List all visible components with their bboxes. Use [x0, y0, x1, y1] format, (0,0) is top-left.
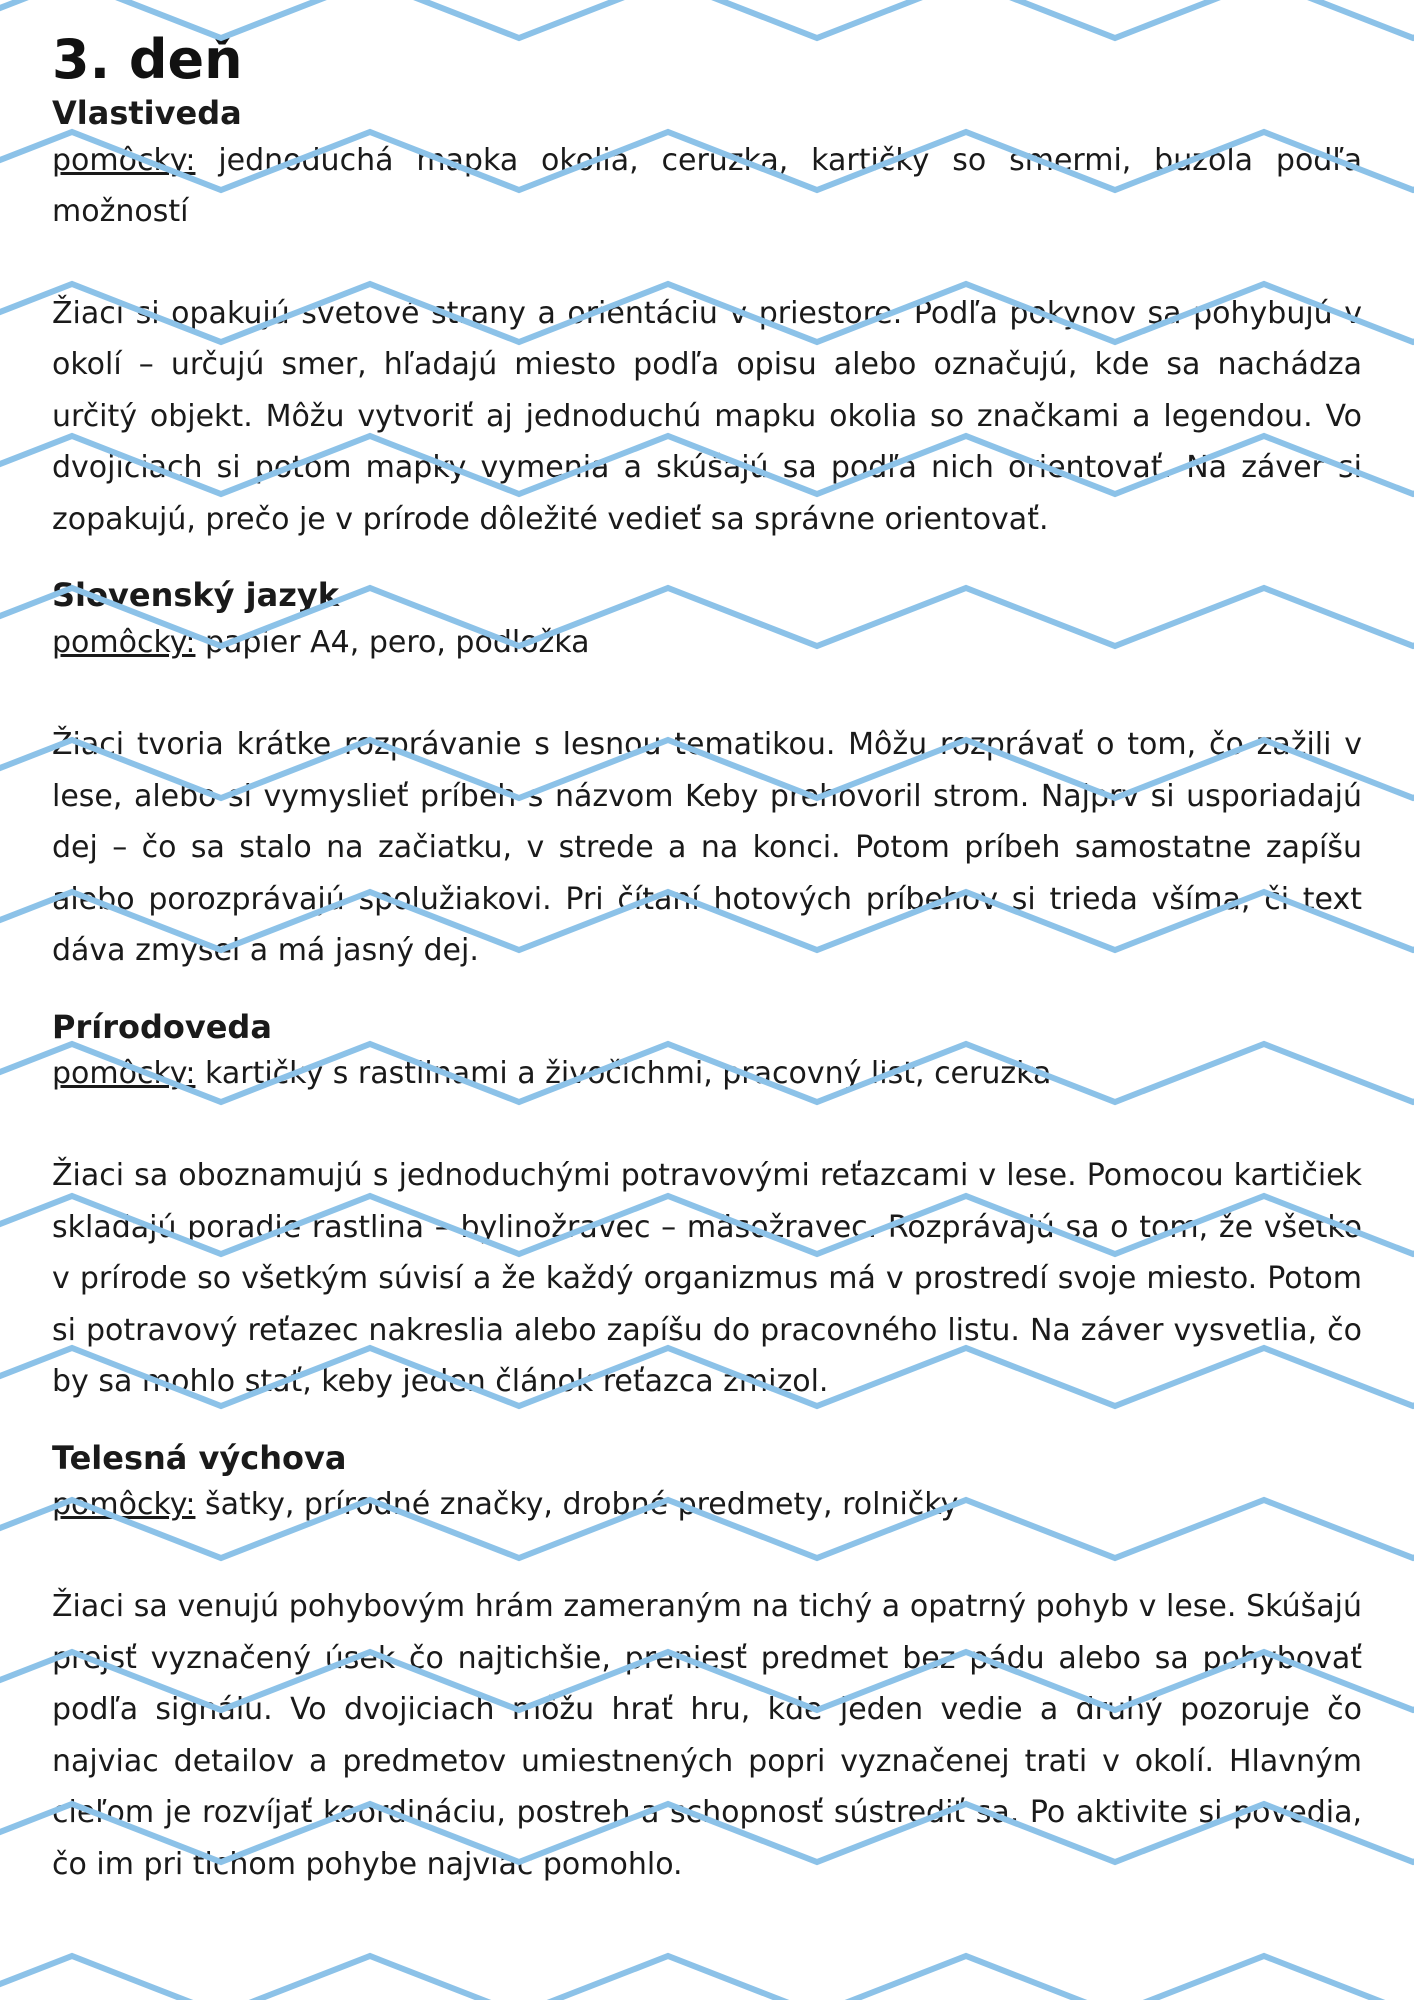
zigzag-line	[0, 1956, 1414, 2000]
section-text: Žiaci sa oboznamujú s jednoduchými potravovými reťazcami v lese. Pomocou kartičiek skladajú poradie rastlina – bylinožravec – mäsožravec. Rozprávajú sa o tom, že všetko v prírode so všetkým súvisí a že každý organizmus má v prostredí svoje miesto. Potom si potravový reťazec nakreslia alebo zapíšu do pracovného listu. Na záver vysvetlia, čo by sa mohlo stať, keby jeden článok reťazca zmizol.	[52, 1158, 1362, 1400]
tools-line	[52, 617, 1362, 668]
section-slovensky-jazyk	[52, 575, 1362, 976]
tools-label: pomôcky:	[52, 142, 196, 178]
section-heading: Slovenský jazyk	[52, 576, 339, 615]
tools-list: jednoduchá mapka okolia, ceruzka, kartičky so smermi, buzola podľa možností	[52, 142, 1362, 229]
tools-line	[52, 135, 1362, 237]
tools-line	[52, 1048, 1362, 1099]
section-text: Žiaci tvoria krátke rozprávanie s lesnou tematikou. Môžu rozprávať o tom, čo zažili v lese, alebo si vymyslieť príbeh s názvom Keby prehovoril strom. Najprv si usporiadajú dej – čo sa stalo na začiatku, v strede a na konci. Potom príbeh samostatne zapíšu alebo porozprávajú spolužiakovi. Pri čítaní hotových príbehov si trieda všíma, či text dáva zmysel a má jasný dej.	[52, 727, 1362, 969]
section-heading: Vlastiveda	[52, 94, 242, 133]
tools-list: papier A4, pero, podložka	[205, 625, 590, 661]
tools-label: pomôcky:	[52, 1487, 196, 1523]
section-vlastiveda	[52, 93, 1362, 545]
tools-list: kartičky s rastlinami a živočíchmi, pracovný list, ceruzka	[205, 1056, 1052, 1092]
section-heading: Prírodoveda	[52, 1007, 272, 1046]
tools-line	[52, 1479, 1362, 1530]
page-title: 3. deň	[52, 28, 243, 91]
document-page	[52, 30, 1362, 1920]
tools-list: šatky, prírodné značky, drobné predmety, rolničky	[205, 1487, 959, 1523]
section-heading: Telesná výchova	[52, 1438, 347, 1477]
tools-label: pomôcky:	[52, 625, 196, 661]
section-text: Žiaci sa venujú pohybovým hrám zameraným na tichý a opatrný pohyb v lese. Skúšajú prejsť vyznačený úsek čo najtichšie, preniesť predmet bez pádu alebo sa pohybovať podľa signálu. Vo dvojiciach môžu hrať hru, kde jeden vedie a druhý pozoruje čo najviac detailov a predmetov umiestnených popri vyznačenej trati v okolí. Hlavným cieľom je rozvíjať koordináciu, postreh a schopnosť sústrediť sa. Po aktivite si povedia, čo im pri tichom pohybe najviac pomohlo.	[52, 1589, 1362, 1882]
section-prirodoveda	[52, 1007, 1362, 1408]
section-telesna-vychova	[52, 1438, 1362, 1891]
section-text: Žiaci si opakujú svetové strany a orientáciu v priestore. Podľa pokynov sa pohybujú v okolí – určujú smer, hľadajú miesto podľa opisu alebo označujú, kde sa nachádza určitý objekt. Môžu vytvoriť aj jednoduchú mapku okolia so značkami a legendou. Vo dvojiciach si potom mapky vymenia a skúšajú sa podľa nich orientovať. Na záver si zopakujú, prečo je v prírode dôležité vedieť sa správne orientovať.	[52, 295, 1362, 537]
tools-label: pomôcky:	[52, 1056, 196, 1092]
